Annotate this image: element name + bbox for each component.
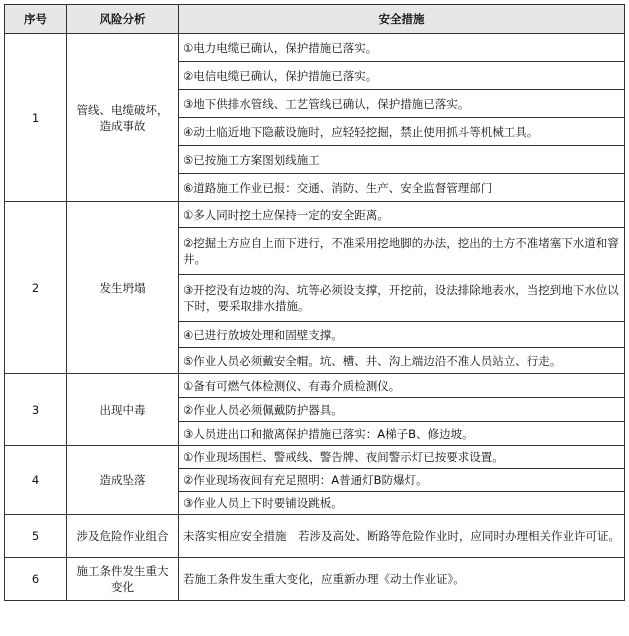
header-row [5,5,625,34]
measure-cell: ③地下供排水管线、工艺管线已确认，保护措施已落实。 [179,90,625,118]
row-seq: 1 [5,34,67,202]
table-row [5,202,625,228]
measure-cell: ②作业现场夜间有充足照明：A普通灯B防爆灯。 [179,469,625,492]
measure-cell: ②作业人员必须佩戴防护器具。 [179,398,625,422]
row-seq: 6 [5,558,67,601]
row-risk: 造成坠落 [67,446,179,515]
table-row [5,34,625,62]
table-row [5,374,625,398]
row-seq: 2 [5,202,67,374]
header-risk: 风险分析 [67,5,179,34]
measure-cell: ④动土临近地下隐蔽设施时，应轻轻挖掘，禁止使用抓斗等机械工具。 [179,118,625,146]
measure-cell: ③开挖没有边坡的沟、坑等必须设支撑，开挖前，设法排除地表水，当挖到地下水位以下时，要采取排水措施。 [179,275,625,322]
table-row [5,558,625,601]
measure-cell: ①多人同时挖土应保持一定的安全距离。 [179,202,625,228]
measure-cell: ①备有可燃气体检测仪、有毒介质检测仪。 [179,374,625,398]
row-risk: 涉及危险作业组合 [67,515,179,558]
measure-cell: ①电力电缆已确认，保护措施已落实。 [179,34,625,62]
measure-cell: ⑥道路施工作业已报：交通、消防、生产、安全监督管理部门 [179,174,625,202]
table-row [5,446,625,469]
measure-cell: ①作业现场围栏、警戒线、警告牌、夜间警示灯已按要求设置。 [179,446,625,469]
row-risk: 出现中毒 [67,374,179,446]
measure-cell: 若施工条件发生重大变化，应重新办理《动土作业证》。 [179,558,625,601]
measure-cell: ④已进行放坡处理和固壁支撑。 [179,322,625,348]
row-seq: 3 [5,374,67,446]
measure-cell: 未落实相应安全措施 若涉及高处、断路等危险作业时，应同时办理相关作业许可证。 [179,515,625,558]
row-risk: 管线、电缆破坏，造成事故 [67,34,179,202]
measure-cell: ③作业人员上下时要铺设跳板。 [179,492,625,515]
header-seq: 序号 [5,5,67,34]
header-measures: 安全措施 [179,5,625,34]
safety-measures-table [4,4,625,601]
row-risk: 发生坍塌 [67,202,179,374]
row-risk: 施工条件发生重大变化 [67,558,179,601]
measure-cell: ⑤已按施工方案图划线施工 [179,146,625,174]
row-seq: 4 [5,446,67,515]
measure-cell: ③人员进出口和撤离保护措施已落实：A梯子B、修边坡。 [179,422,625,446]
measure-cell: ⑤作业人员必须戴安全帽。坑、槽、井、沟上端边沿不准人员站立、行走。 [179,348,625,374]
measure-cell: ②挖掘土方应自上而下进行，不准采用挖地脚的办法，挖出的土方不准堵塞下水道和窨井。 [179,228,625,275]
row-seq: 5 [5,515,67,558]
measure-cell: ②电信电缆已确认，保护措施已落实。 [179,62,625,90]
table-row [5,515,625,558]
